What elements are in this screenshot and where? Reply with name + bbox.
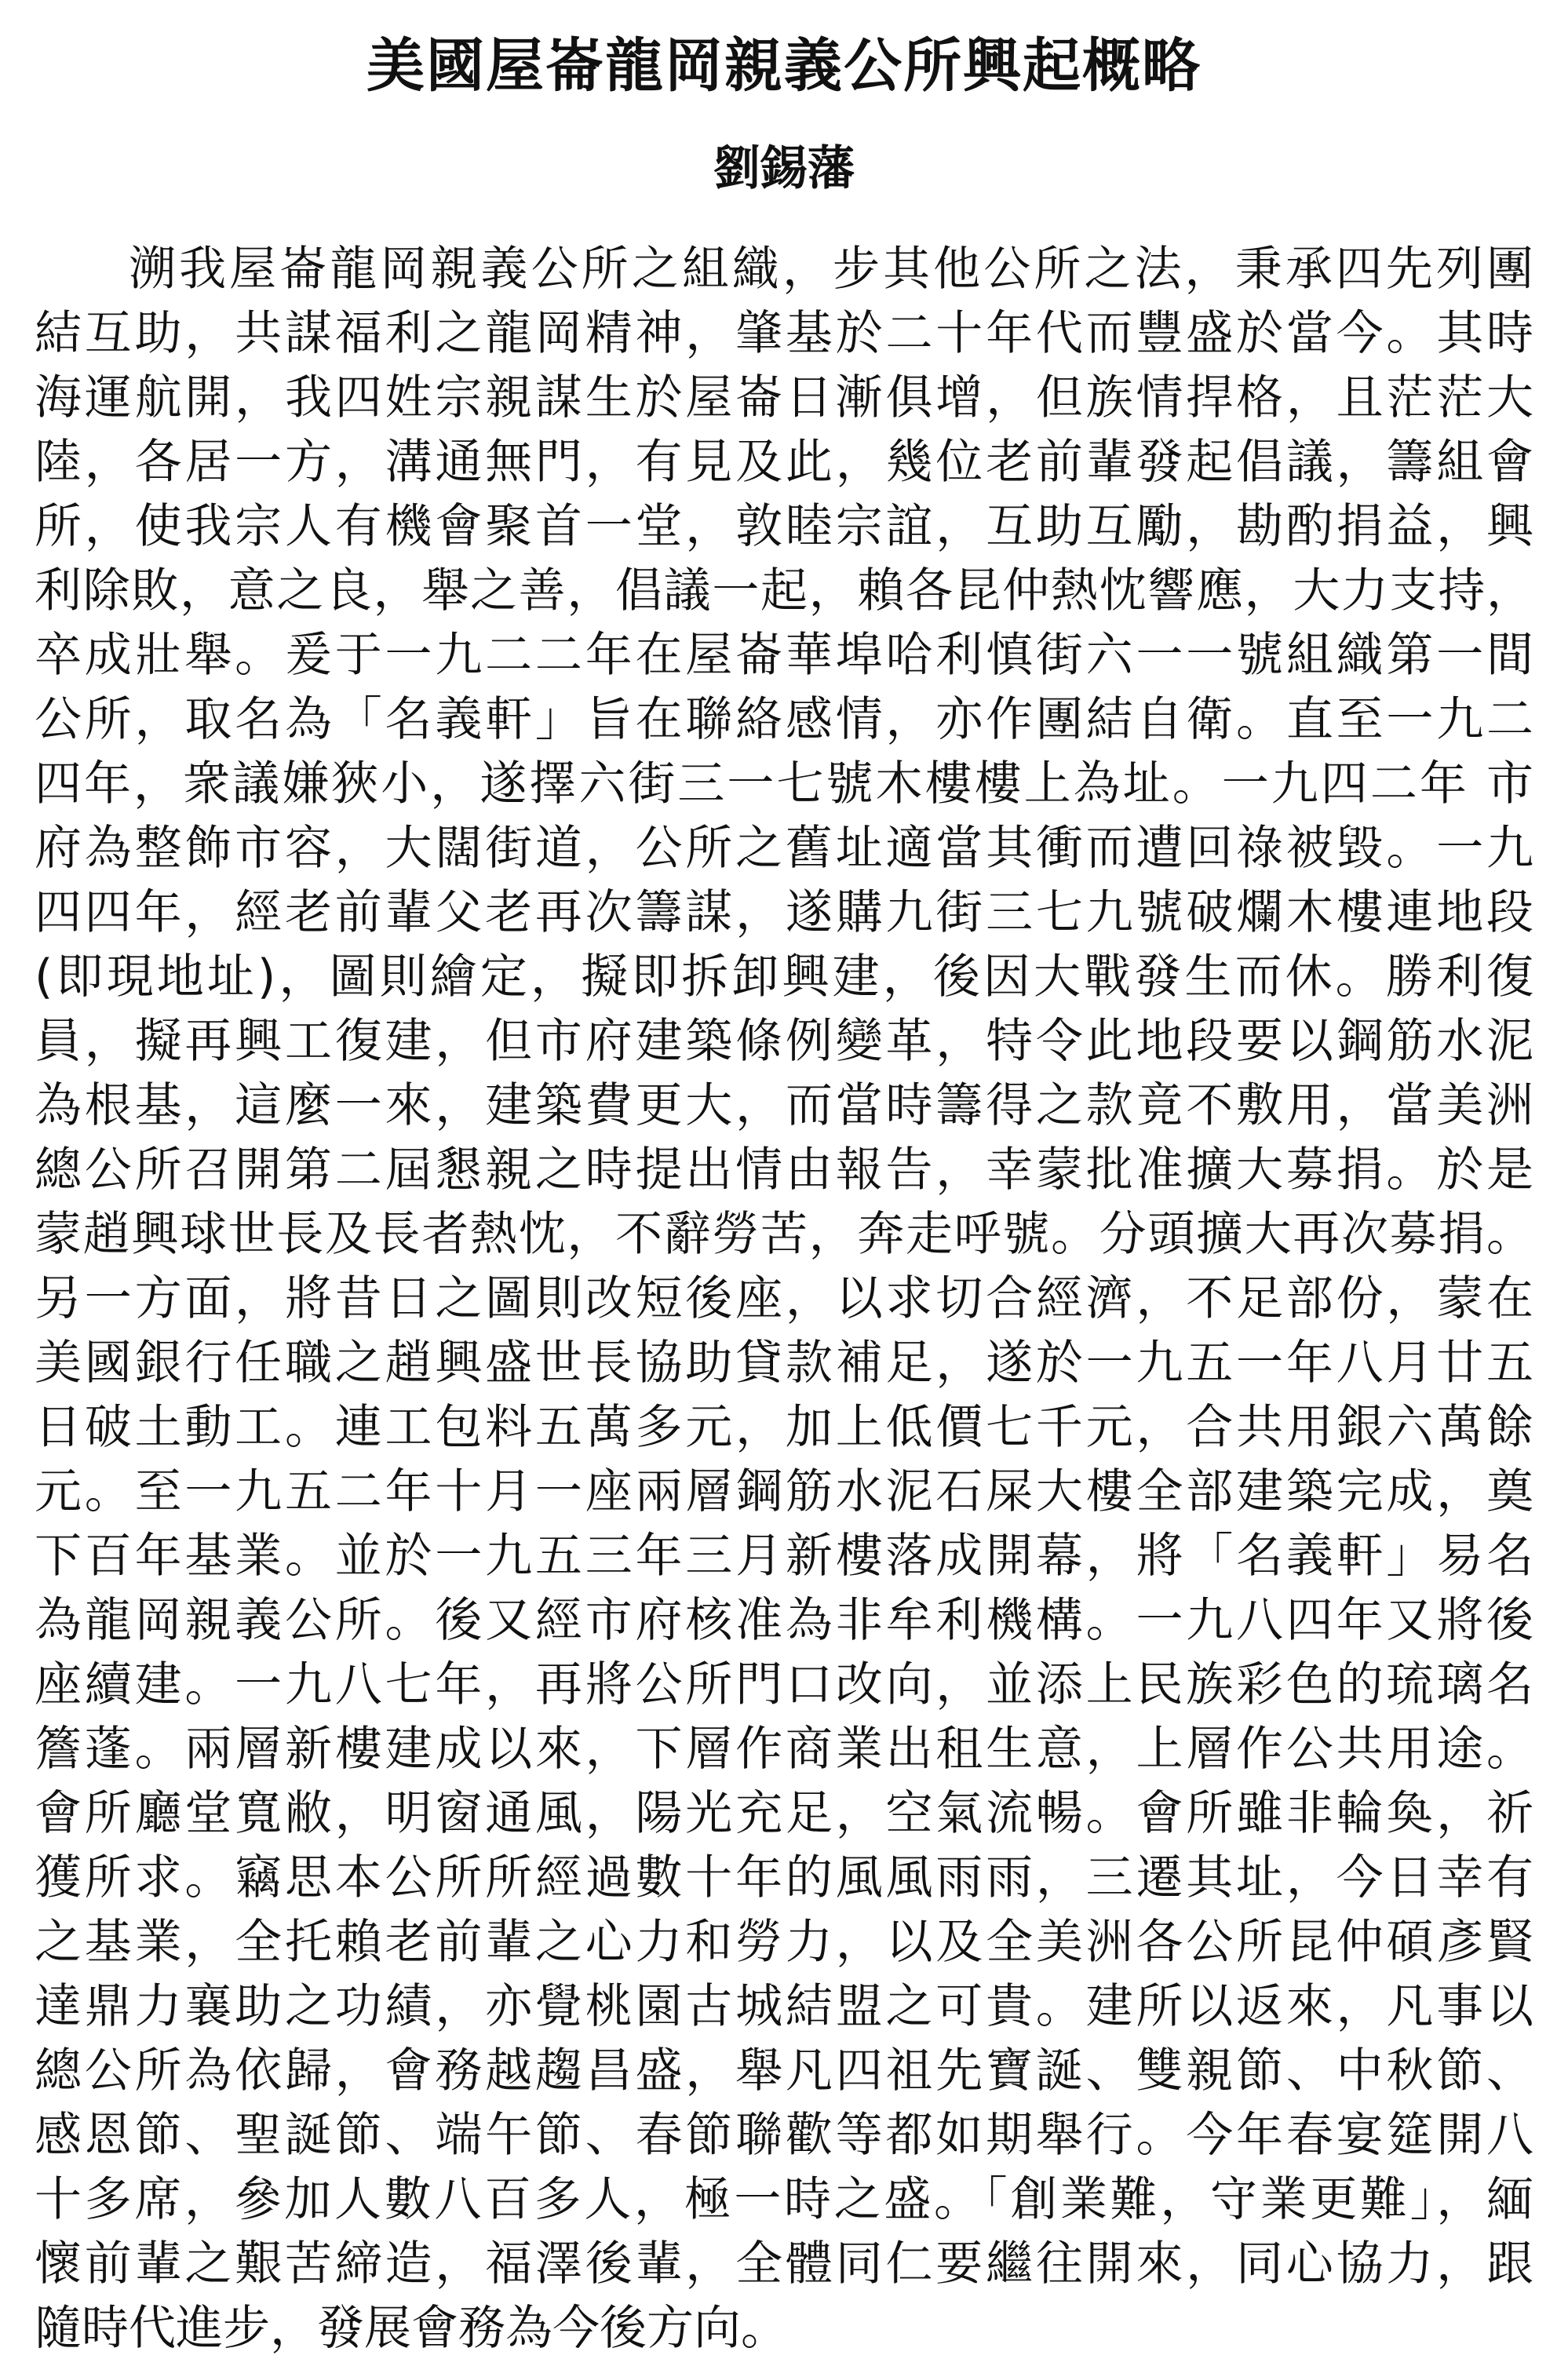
body-line: 為龍岡親義公所。後又經市府核准為非牟利機構。一九八四年又將後 (35, 1593, 1533, 1648)
body-line: (即現地址)，圖則繪定，擬即拆卸興建，後因大戰發生而休。勝利復 (35, 950, 1533, 1004)
body-line: 懷前輩之艱苦締造，福澤後輩，全體同仁要繼往開來，同心協力，跟 (35, 2237, 1533, 2291)
body-line: 達鼎力襄助之功績，亦覺桃園古城結盟之可貴。建所以返來，凡事以 (35, 1979, 1533, 2034)
body-line: 總公所召開第二屆懇親之時提出情由報告，幸蒙批准擴大募捐。於是 (35, 1143, 1533, 1198)
article-title: 美國屋崙龍岡親義公所興起概略 (366, 32, 1202, 100)
body-line: 另一方面，將昔日之圖則改短後座，以求切合經濟，不足部份，蒙在 (35, 1271, 1533, 1326)
body-line: 府為整飾市容，大闊街道，公所之舊址適當其衝而遭回祿被毀。一九 (35, 821, 1533, 876)
body-line: 為根基，這麼一來，建築費更大，而當時籌得之款竟不敷用，當美洲 (35, 1078, 1533, 1133)
body-line: 會所廳堂寬敝，明窗通風，陽光充足，空氣流暢。會所雖非輪奐，祈 (35, 1786, 1533, 1841)
body-line: 海運航開，我四姓宗親謀生於屋崙日漸俱增，但族情捍格，且茫茫大 (35, 370, 1533, 425)
body-line: 員，擬再興工復建，但市府建築條例變革，特令此地段要以鋼筋水泥 (35, 1014, 1533, 1069)
body-line: 陸，各居一方，溝通無門，有見及此，幾位老前輩發起倡議，籌組會 (35, 435, 1533, 490)
body-line: 座續建。一九八七年，再將公所門口改向，並添上民族彩色的琉璃名 (35, 1657, 1533, 1712)
body-line: 之基業，全托賴老前輩之心力和勞力，以及全美洲各公所昆仲碩彥賢 (35, 1915, 1533, 1970)
body-line: 十多席，參加人數八百多人，極一時之盛。「創業難，守業更難」，緬 (35, 2172, 1533, 2227)
body-line: 蒙趙興球世長及長者熱忱，不辭勞苦，奔走呼號。分頭擴大再次募捐。 (35, 1207, 1533, 1262)
body-line: 美國銀行任職之趙興盛世長協助貸款補足，遂於一九五一年八月廿五 (35, 1336, 1533, 1391)
body-line: 獲所求。竊思本公所所經過數十年的風風雨雨，三遷其址，今日幸有 (35, 1850, 1533, 1905)
article-body (35, 237, 1533, 2361)
article-author: 劉錫藩 (713, 141, 855, 196)
body-line: 卒成壯舉。爰于一九二二年在屋崙華埠哈利慎街六一一號組織第一間 (35, 628, 1533, 683)
body-line: 溯我屋崙龍岡親義公所之組織，步其他公所之法，秉承四先列團 (129, 242, 1533, 297)
body-line: 所，使我宗人有機會聚首一堂，敦睦宗誼，互助互勵，勘酌捐益，興 (35, 499, 1533, 554)
body-line: 總公所為依歸，會務越趨昌盛，舉凡四祖先寶誕、雙親節、中秋節、 (35, 2043, 1533, 2098)
body-line: 元。至一九五二年十月一座兩層鋼筋水泥石屎大樓全部建築完成，奠 (35, 1464, 1533, 1519)
body-line: 感恩節、聖誕節、端午節、春節聯歡等都如期舉行。今年春宴筵開八 (35, 2108, 1533, 2163)
body-line: 四年，衆議嫌狹小，遂擇六街三一七號木樓樓上為址。一九四二年 市 (35, 756, 1533, 811)
body-line: 日破土動工。連工包料五萬多元，加上低價七千元，合共用銀六萬餘 (35, 1400, 1533, 1455)
body-line: 下百年基業。並於一九五三年三月新樓落成開幕，將「名義軒」易名 (35, 1529, 1533, 1584)
body-line: 四四年，經老前輩父老再次籌謀，遂購九街三七九號破爛木樓連地段 (35, 885, 1533, 940)
body-line: 利除敗，意之良，舉之善，倡議一起，賴各昆仲熱忱響應，大力支持， (35, 563, 1533, 618)
body-line: 簷蓬。兩層新樓建成以來，下層作商業出租生意，上層作公共用途。 (35, 1722, 1533, 1777)
body-line: 隨時代進步，發展會務為今後方向。 (35, 2301, 788, 2356)
body-line: 公所，取名為「名義軒」旨在聯絡感情，亦作團結自衛。直至一九二 (35, 692, 1533, 747)
body-line: 結互助，共謀福利之龍岡精神，肇基於二十年代而豐盛於當今。其時 (35, 306, 1533, 361)
